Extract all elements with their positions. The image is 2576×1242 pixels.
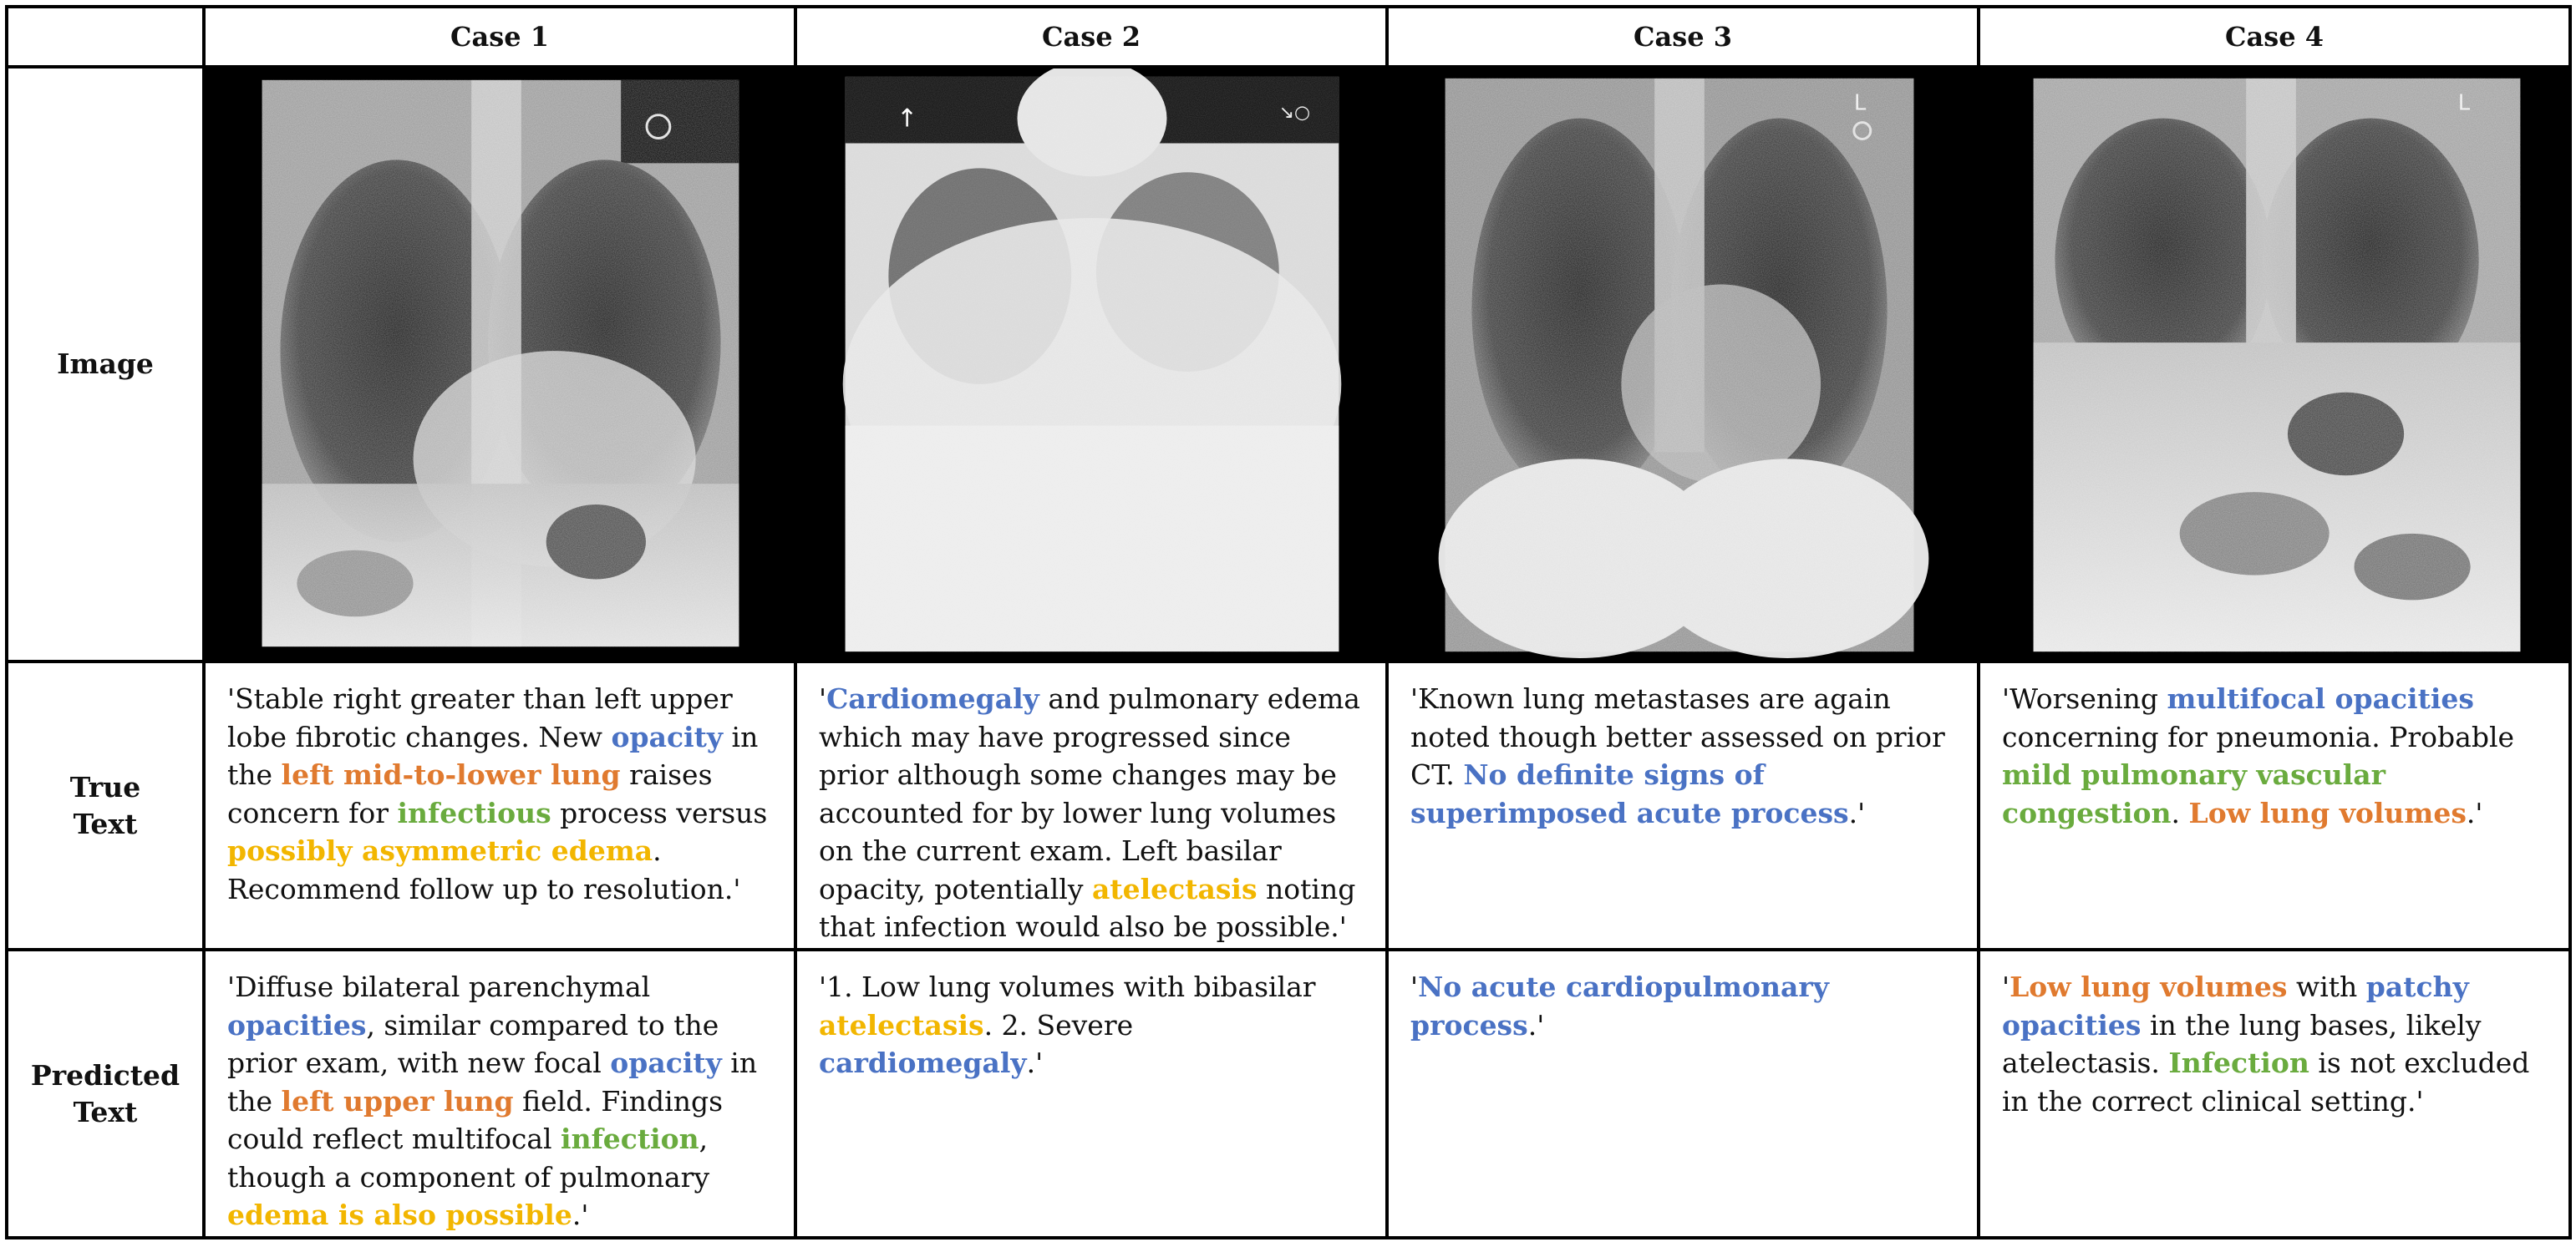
case-1-xray-image	[204, 67, 795, 662]
results-table	[5, 5, 2572, 1239]
row-label-line-1: Predicted	[30, 1058, 180, 1092]
case-4-header: Case 4	[1979, 7, 2570, 67]
highlight-orange: left mid-to-lower lung	[281, 758, 621, 791]
highlight-green: infection	[561, 1123, 699, 1155]
highlight-blue: No acute cardiopulmonary process	[1410, 971, 1829, 1042]
case-2-xray-image	[795, 67, 1387, 662]
text-segment: .'	[1026, 1047, 1044, 1079]
case-1-predicted-text	[204, 950, 795, 1238]
text-segment: , similar compared to the prior exam, with new focal	[227, 1008, 719, 1079]
text-segment: '	[1410, 971, 1419, 1003]
highlight-blue: opacity	[611, 720, 724, 753]
highlight-orange: Low lung volumes	[2009, 971, 2288, 1003]
text-segment: , though a component of pulmonary	[227, 1123, 710, 1194]
text-segment: '	[819, 682, 827, 715]
case-2-predicted-text	[795, 950, 1387, 1238]
text-segment: .'	[572, 1199, 589, 1231]
text-segment: 'Known lung metastases are again noted though better assessed on prior CT.	[1410, 682, 1945, 791]
case-2-true-text	[795, 662, 1387, 950]
text-segment: '	[2002, 971, 2010, 1003]
highlight-blue: Cardiomegaly	[826, 682, 1039, 715]
text-segment: .'	[2466, 796, 2483, 829]
image-row-label: Image	[7, 67, 204, 662]
text-segment: in the	[227, 720, 759, 791]
text-segment: 'Worsening	[2002, 682, 2167, 715]
text-segment: field. Findings could reflect multifocal	[227, 1084, 724, 1155]
case-3-true-text	[1387, 662, 1979, 950]
text-segment: .	[2171, 796, 2189, 829]
case-3-header: Case 3	[1387, 7, 1979, 67]
highlight-blue: No definite signs of superimposed acute process	[1410, 758, 1849, 829]
text-segment: .'	[1848, 796, 1866, 829]
predicted-text-row-label	[7, 950, 204, 1238]
highlight-yellow: atelectasis	[819, 1008, 984, 1042]
highlight-green: mild pulmonary vascular congestion	[2002, 758, 2386, 829]
case-4-predicted-text	[1979, 950, 2570, 1238]
highlight-blue: multifocal opacities	[2167, 682, 2474, 715]
text-segment: in the	[227, 1047, 758, 1118]
text-segment: '1. Low lung volumes with bibasilar	[819, 971, 1316, 1003]
text-segment: concerning for pneumonia. Probable	[2002, 720, 2515, 753]
text-segment: . 2. Severe	[983, 1008, 1134, 1042]
highlight-yellow: possibly asymmetric edema	[227, 834, 653, 867]
header-row	[7, 7, 2570, 67]
row-label-line-1: True	[69, 770, 141, 803]
row-label-line-2: Text	[73, 1095, 138, 1128]
highlight-blue: opacity	[610, 1047, 722, 1079]
true-text-row-label	[7, 662, 204, 950]
text-segment: process versus	[551, 796, 768, 829]
text-segment: is not excluded in the correct clinical setting.'	[2002, 1047, 2530, 1118]
text-segment: and pulmonary edema which may have progressed since prior although some changes may be accounted for by lower lung volumes on the current exam. Left basilar opacity, potentially	[819, 682, 1360, 905]
text-segment: 'Diffuse bilateral parenchymal	[227, 971, 651, 1003]
text-segment: in the lung bases, likely atelectasis.	[2002, 1008, 2482, 1079]
true-text-row	[7, 662, 2570, 950]
image-row	[7, 67, 2570, 662]
highlight-green: infectious	[397, 796, 551, 829]
highlight-blue: cardiomegaly	[819, 1047, 1027, 1079]
case-3-xray-image	[1387, 67, 1979, 662]
text-segment: raises concern for	[227, 758, 713, 829]
highlight-orange: left upper lung	[281, 1084, 514, 1118]
highlight-yellow: edema is also possible	[227, 1199, 572, 1231]
row-label-line-2: Text	[73, 807, 138, 840]
text-segment: . Recommend follow up to resolution.'	[227, 834, 741, 905]
highlight-blue: opacities	[227, 1008, 367, 1042]
case-2-header: Case 2	[795, 7, 1387, 67]
case-1-true-text	[204, 662, 795, 950]
corner-cell	[7, 7, 204, 67]
case-4-xray-image	[1979, 67, 2570, 662]
case-4-true-text	[1979, 662, 2570, 950]
case-1-header: Case 1	[204, 7, 795, 67]
highlight-blue: patchy opacities	[2002, 971, 2469, 1042]
predicted-text-row	[7, 950, 2570, 1238]
highlight-green: Infection	[2168, 1047, 2309, 1079]
highlight-yellow: atelectasis	[1091, 872, 1258, 905]
text-segment: with	[2287, 971, 2366, 1003]
case-3-predicted-text	[1387, 950, 1979, 1238]
text-segment: noting that infection would also be possible.'	[819, 872, 1356, 943]
highlight-orange: Low lung volumes	[2188, 796, 2467, 829]
text-segment: 'Stable right greater than left upper lobe fibrotic changes. New	[227, 682, 733, 753]
text-segment: .'	[1527, 1008, 1545, 1042]
